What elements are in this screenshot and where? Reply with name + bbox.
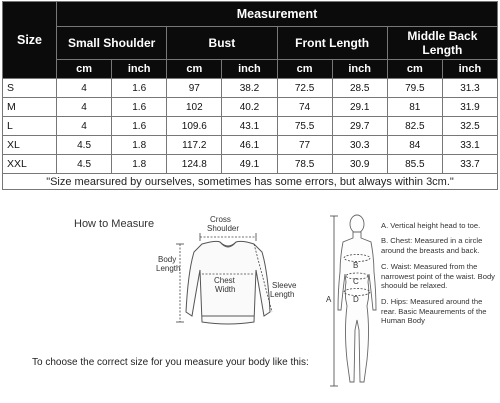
group-header-small-shoulder: Small Shoulder: [57, 27, 167, 60]
unit-header: inch: [442, 60, 497, 79]
table-cell: 78.5: [277, 155, 332, 174]
table-cell: 33.1: [442, 136, 497, 155]
size-column-header: Size: [3, 2, 57, 79]
sleeve-length-label-2: Length: [270, 290, 295, 299]
group-header-middle-back-length: Middle Back Length: [387, 27, 497, 60]
table-cell: 117.2: [167, 136, 222, 155]
table-cell: 72.5: [277, 79, 332, 98]
marker-c: C: [353, 277, 359, 286]
marker-a: A: [326, 295, 332, 304]
size-chart-table: [2, 1, 498, 190]
table-cell: 30.3: [332, 136, 387, 155]
legend-item-waist: C. Waist: Measured from the narrowest point of the waist. Body shoould be relaxed.: [381, 262, 495, 291]
table-cell: 29.7: [332, 117, 387, 136]
table-cell: 32.5: [442, 117, 497, 136]
table-row: [3, 136, 498, 155]
table-cell: 124.8: [167, 155, 222, 174]
table-cell: 75.5: [277, 117, 332, 136]
sleeve-length-label-1: Sleeve: [272, 281, 297, 290]
table-cell: 97: [167, 79, 222, 98]
group-header-bust: Bust: [167, 27, 277, 60]
table-cell: 46.1: [222, 136, 277, 155]
table-cell: 1.6: [112, 117, 167, 136]
table-cell: 38.2: [222, 79, 277, 98]
measurement-header: Measurement: [57, 2, 498, 27]
cross-shoulder-arrow: [200, 233, 256, 241]
table-cell: 43.1: [222, 117, 277, 136]
table-cell: 31.3: [442, 79, 497, 98]
body-length-label-1: Body: [158, 255, 177, 264]
table-row: [3, 117, 498, 136]
table-row: [3, 98, 498, 117]
table-cell: 4.5: [57, 155, 112, 174]
unit-header: cm: [57, 60, 112, 79]
table-cell: 82.5: [387, 117, 442, 136]
table-cell: 1.6: [112, 98, 167, 117]
size-label: XL: [3, 136, 57, 155]
chest-width-label-1: Chest: [214, 276, 235, 285]
sweater-measure-diagram: [150, 212, 305, 340]
table-row: [3, 155, 498, 174]
table-cell: 79.5: [387, 79, 442, 98]
chest-width-label-2: Width: [215, 285, 236, 294]
table-cell: 81: [387, 98, 442, 117]
table-cell: 49.1: [222, 155, 277, 174]
table-cell: 4: [57, 117, 112, 136]
size-label: S: [3, 79, 57, 98]
measurement-note: "Size mearsured by ourselves, sometimes has some errors, but always within 3cm.": [3, 174, 498, 190]
cross-shoulder-label-1: Cross: [210, 215, 231, 224]
table-cell: 30.9: [332, 155, 387, 174]
legend-item-hips: D. Hips: Measured around the rear. Basic Meaurements of the Human Body: [381, 297, 487, 326]
table-cell: 4: [57, 79, 112, 98]
table-cell: 85.5: [387, 155, 442, 174]
unit-header: cm: [387, 60, 442, 79]
measurement-legend: [381, 221, 499, 333]
table-row: [3, 79, 498, 98]
cross-shoulder-label-2: Shoulder: [207, 224, 240, 233]
table-cell: 4: [57, 98, 112, 117]
table-cell: 28.5: [332, 79, 387, 98]
group-header-front-length: Front Length: [277, 27, 387, 60]
body-measure-diagram: [324, 210, 382, 400]
table-cell: 1.6: [112, 79, 167, 98]
unit-header: cm: [277, 60, 332, 79]
body-length-label-2: Length: [156, 264, 181, 273]
table-cell: 74: [277, 98, 332, 117]
table-cell: 109.6: [167, 117, 222, 136]
table-cell: 84: [387, 136, 442, 155]
table-cell: 77: [277, 136, 332, 155]
table-cell: 31.9: [442, 98, 497, 117]
unit-header: inch: [332, 60, 387, 79]
size-label: M: [3, 98, 57, 117]
how-to-measure-title: How to Measure: [74, 218, 155, 230]
marker-d: D: [353, 295, 359, 304]
table-cell: 1.8: [112, 155, 167, 174]
body-length-arrow: [176, 244, 184, 322]
table-cell: 29.1: [332, 98, 387, 117]
size-label: L: [3, 117, 57, 136]
unit-header: cm: [167, 60, 222, 79]
table-cell: 4.5: [57, 136, 112, 155]
legend-item-chest: B. Chest: Measured in a circle around the breasts and back.: [381, 236, 483, 255]
table-cell: 33.7: [442, 155, 497, 174]
size-label: XXL: [3, 155, 57, 174]
choose-size-instruction: To choose the correct size for you measure your body like this:: [32, 357, 309, 368]
unit-header: inch: [222, 60, 277, 79]
table-cell: 1.8: [112, 136, 167, 155]
table-cell: 40.2: [222, 98, 277, 117]
table-cell: 102: [167, 98, 222, 117]
marker-b: B: [353, 261, 359, 270]
unit-header: inch: [112, 60, 167, 79]
legend-item-height: A. Vertical height head to toe.: [381, 221, 481, 230]
